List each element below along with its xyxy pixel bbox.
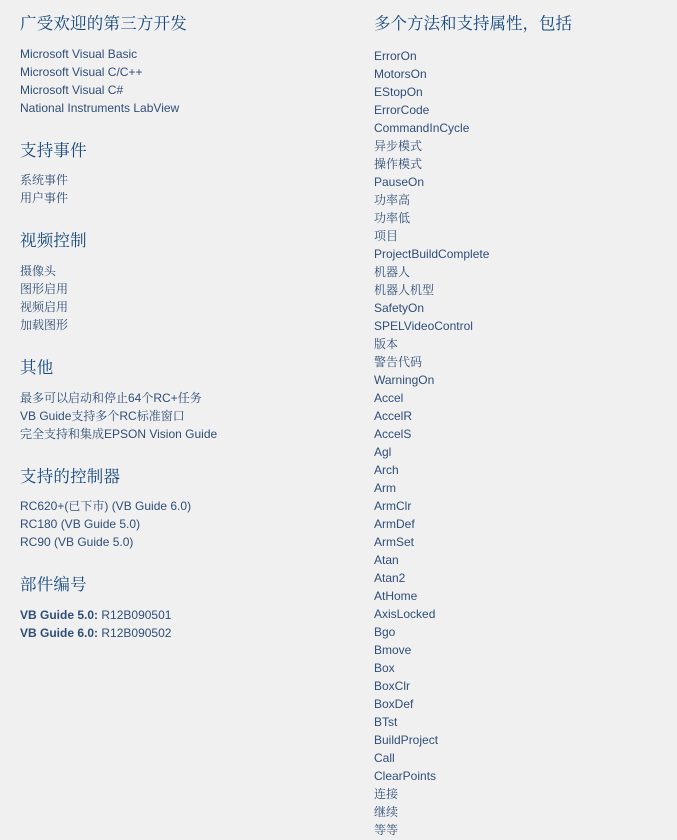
list-item: 版本 [374, 336, 399, 351]
list-item: 连接 [374, 786, 399, 801]
list-item: BoxDef [374, 696, 414, 711]
part-number-value: R12B090501 [101, 607, 172, 622]
list-item: AccelS [374, 426, 412, 441]
list-item: 机器人机型 [374, 282, 435, 297]
list-item: SPELVideoControl [374, 318, 473, 333]
part-number-value: R12B090502 [101, 625, 172, 640]
list-item: RC620+(已下市) (VB Guide 6.0) [20, 499, 192, 514]
list-item: Accel [374, 390, 404, 405]
list-item: RC180 (VB Guide 5.0) [20, 517, 141, 532]
list-item: BuildProject [374, 732, 439, 747]
list-item: AtHome [374, 588, 418, 603]
part-number-label: VB Guide 5.0: [20, 607, 99, 622]
section-title: 支持事件 [20, 141, 87, 160]
section-title: 视频控制 [20, 232, 87, 251]
list-item: Box [374, 660, 395, 675]
list-item: RC90 (VB Guide 5.0) [20, 535, 134, 550]
list-item [20, 624, 340, 642]
list-item: BTst [374, 714, 398, 729]
list-item: 异步模式 [374, 138, 423, 153]
section-supported-events [20, 141, 340, 208]
list-item: 加载图形 [20, 317, 69, 332]
list-item: 功率高 [374, 192, 411, 207]
list-item: CommandInCycle [374, 120, 470, 135]
list-item: 视频启用 [20, 299, 69, 314]
list-item: 用户事件 [20, 191, 69, 206]
list-item: ErrorOn [374, 48, 417, 63]
list-item: Microsoft Visual C# [20, 82, 124, 97]
list-item: 警告代码 [374, 354, 423, 369]
list-item: 摄像头 [20, 263, 57, 278]
list-item: 系统事件 [20, 173, 69, 188]
section-supported-controllers [20, 467, 340, 552]
list-item: ArmDef [374, 516, 415, 531]
list-item: Bmove [374, 642, 412, 657]
list-item: Atan2 [374, 570, 406, 585]
list-item: ArmClr [374, 498, 412, 513]
list-item: 项目 [374, 228, 399, 243]
list-item: Atan [374, 552, 399, 567]
section-title: 部件编号 [20, 576, 87, 595]
section-title: 其他 [20, 358, 54, 377]
list-item: VB Guide支持多个RC标准窗口 [20, 408, 185, 423]
right-column [340, 14, 677, 839]
left-column [10, 14, 340, 642]
list-item: Arch [374, 462, 399, 477]
section-title: 多个方法和支持属性，包括 [374, 15, 572, 33]
list-item: ProjectBuildComplete [374, 246, 490, 261]
list-item [20, 606, 340, 624]
list-item: 完全支持和集成EPSON Vision Guide [20, 426, 218, 441]
list-item: WarningOn [374, 372, 435, 387]
list-item: EStopOn [374, 84, 423, 99]
list-item: Call [374, 750, 395, 765]
list-item: AccelR [374, 408, 413, 423]
list-item: Arm [374, 480, 396, 495]
methods-properties-list [374, 47, 677, 839]
list-item: 最多可以启动和停止64个RC+任务 [20, 390, 202, 405]
list-item: 等等 [374, 822, 399, 837]
list-item: MotorsOn [374, 66, 427, 81]
list-item: 继续 [374, 804, 399, 819]
list-item: National Instruments LabView [20, 100, 180, 115]
list-item: ClearPoints [374, 768, 437, 783]
list-item: SafetyOn [374, 300, 425, 315]
section-title: 广受欢迎的第三方开发 [20, 15, 187, 33]
part-number-label: VB Guide 6.0: [20, 625, 99, 640]
section-video-control [20, 231, 340, 334]
list-item: 机器人 [374, 264, 411, 279]
list-item: 功率低 [374, 210, 411, 225]
list-item: Microsoft Visual C/C++ [20, 64, 143, 79]
list-item: Agl [374, 444, 392, 459]
list-item: ErrorCode [374, 102, 430, 117]
list-item: 图形启用 [20, 281, 69, 296]
list-item: Microsoft Visual Basic [20, 46, 138, 61]
list-item: Bgo [374, 624, 396, 639]
section-other [20, 358, 340, 443]
list-item: AxisLocked [374, 606, 436, 621]
list-item: BoxClr [374, 678, 411, 693]
list-item: ArmSet [374, 534, 415, 549]
section-part-numbers [20, 575, 340, 642]
section-title: 支持的控制器 [20, 467, 121, 486]
list-item: 操作模式 [374, 156, 423, 171]
section-third-party-development [20, 14, 340, 117]
list-item: PauseOn [374, 174, 425, 189]
